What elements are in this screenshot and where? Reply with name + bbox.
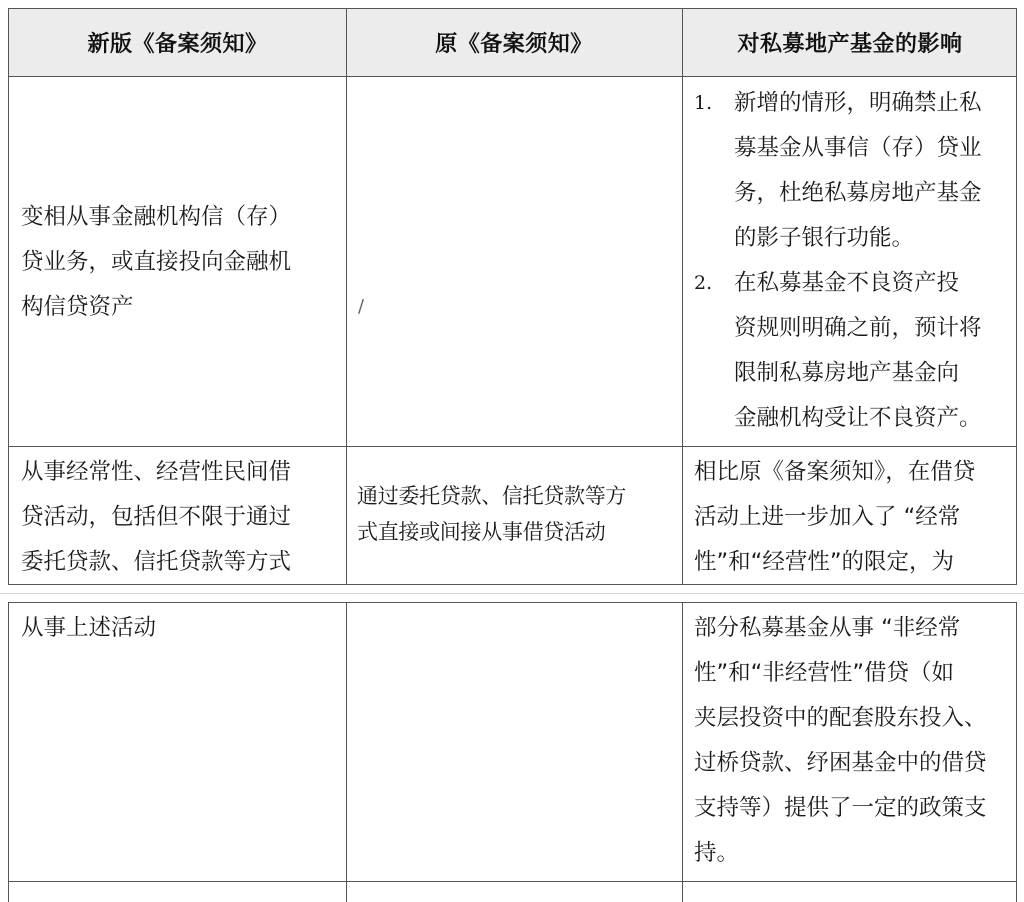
comparison-table-part-1 [8, 8, 1017, 585]
header-impact: 对私募地产基金的影响 [737, 31, 963, 57]
impact-list-item: 1. 新增的情形，明确禁止私 募基金从事信（存）贷业 务，杜绝私募房地产基金 的影子银行功能。 [694, 90, 982, 251]
row2-impact-text-continued: 部分私募基金从事 “非经常 性”和“非经营性”借贷（如 夹层投资中的配套股东投入、 过桥贷款、纾困基金中的借贷 支持等）提供了一定的政策支 持。 [694, 615, 987, 866]
column-divider [346, 9, 347, 584]
column-divider [682, 9, 683, 584]
row2-impact-text: 相比原《备案须知》，在借贷 活动上进一步加入了 “经常 性”和“经营性”的限定，为 [694, 459, 976, 575]
row1-new-text: 变相从事金融机构信（存） 贷业务，或直接投向金融机 构信贷资产 [21, 204, 292, 320]
column-divider [346, 603, 347, 902]
page-break-line [0, 593, 1024, 594]
header-new-notice: 新版《备案须知》 [87, 31, 268, 57]
row-divider [9, 881, 1016, 882]
row-divider [9, 76, 1016, 77]
impact-list-item: 2. 在私募基金不良资产投 资规则明确之前，预计将 限制私募房地产基金向 金融机构受让不良资产。 [694, 270, 982, 431]
row-divider [9, 446, 1016, 447]
row1-impact-list [694, 81, 982, 441]
comparison-table-part-2 [8, 602, 1017, 902]
row1-old-text: / [358, 296, 365, 317]
row2-old-text: 通过委托贷款、信托贷款等方 式直接或间接从事借贷活动 [357, 484, 627, 544]
row2-new-text: 从事经常性、经营性民间借 贷活动，包括但不限于通过 委托贷款、信托贷款等方式 [21, 459, 292, 575]
row2-new-text-continued: 从事上述活动 [21, 615, 157, 641]
column-divider [682, 603, 683, 902]
header-old-notice: 原《备案须知》 [435, 31, 593, 57]
